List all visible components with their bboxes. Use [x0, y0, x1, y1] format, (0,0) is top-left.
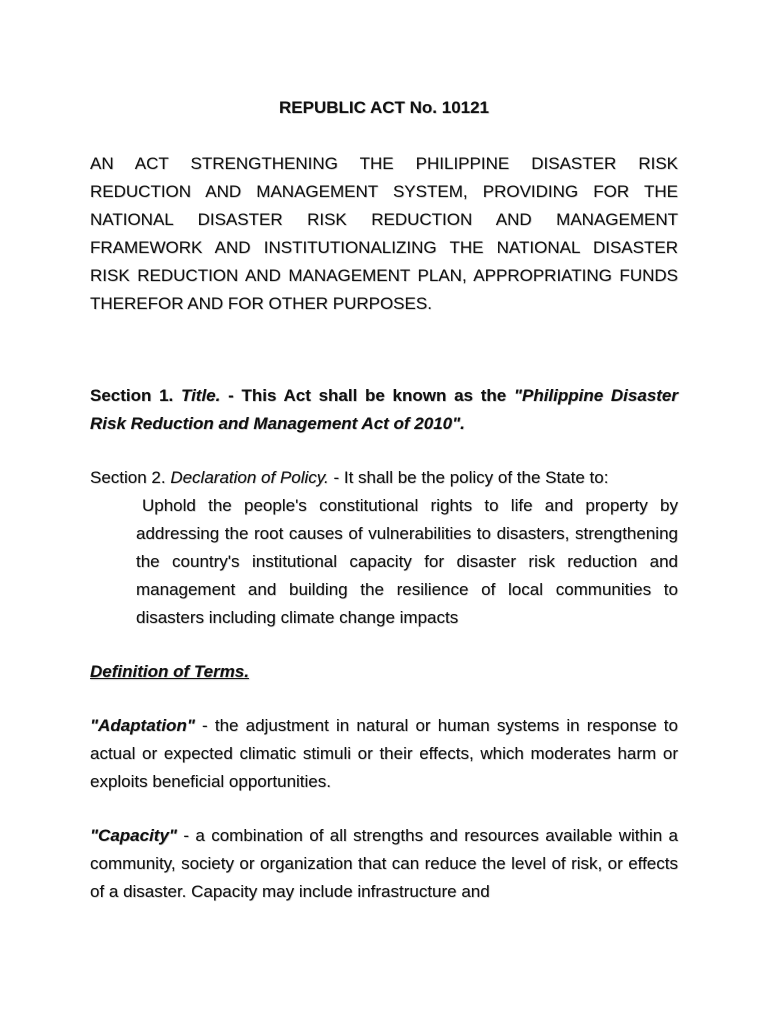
section-2-heading: Declaration of Policy.: [170, 468, 329, 487]
section-1-label: Section 1.: [90, 386, 181, 405]
section-1-text: - This Act shall be known as the: [220, 386, 514, 405]
document-title: REPUBLIC ACT No. 10121: [278, 98, 490, 117]
section-1: [90, 382, 678, 438]
term-name: "Capacity": [90, 826, 177, 845]
term-name: "Adaptation": [90, 716, 195, 735]
section-1-short-title: "Philippine Disaster Risk Reduction and Management Act of 2010".: [90, 386, 679, 433]
definitions-heading: Definition of Terms.: [90, 662, 249, 681]
section-2-label: Section 2.: [90, 468, 171, 487]
act-description: AN ACT STRENGTHENING THE PHILIPPINE DISASTER RISK REDUCTION AND MANAGEMENT SYSTEM, PROVIDING FOR THE NATIONAL DISASTER RISK REDUCTION AND MANAGEMENT FRAMEWORK AND INSTITUTIONALIZING THE NATIONAL DISASTER RISK REDUCTION AND MANAGEMENT PLAN, APPROPRIATING FUNDS THEREFOR AND FOR OTHER PURPOSES.: [90, 154, 678, 313]
term-capacity: [90, 822, 678, 906]
document-page: [90, 94, 678, 932]
section-1-heading: Title.: [181, 386, 221, 405]
term-definition: - a combination of all strengths and resources available within a community, society or organization that can reduce the level of risk, or effects of a disaster. Capacity may include infrastructure and: [90, 826, 678, 901]
section-2-text: - It shall be the policy of the State to:: [328, 468, 609, 487]
term-definition: - the adjustment in natural or human systems in response to actual or expected climatic stimuli or their effects, which moderates harm or exploits beneficial opportunities.: [90, 716, 678, 791]
section-2: [90, 464, 678, 492]
policy-statement: Uphold the people's constitutional rights to life and property by addressing the root causes of vulnerabilities to disasters, strengthening the country's institutional capacity for disaster risk reduction and management and building the resilience of local communities to disasters including climate change impacts: [136, 496, 678, 627]
term-adaptation: [90, 712, 678, 796]
